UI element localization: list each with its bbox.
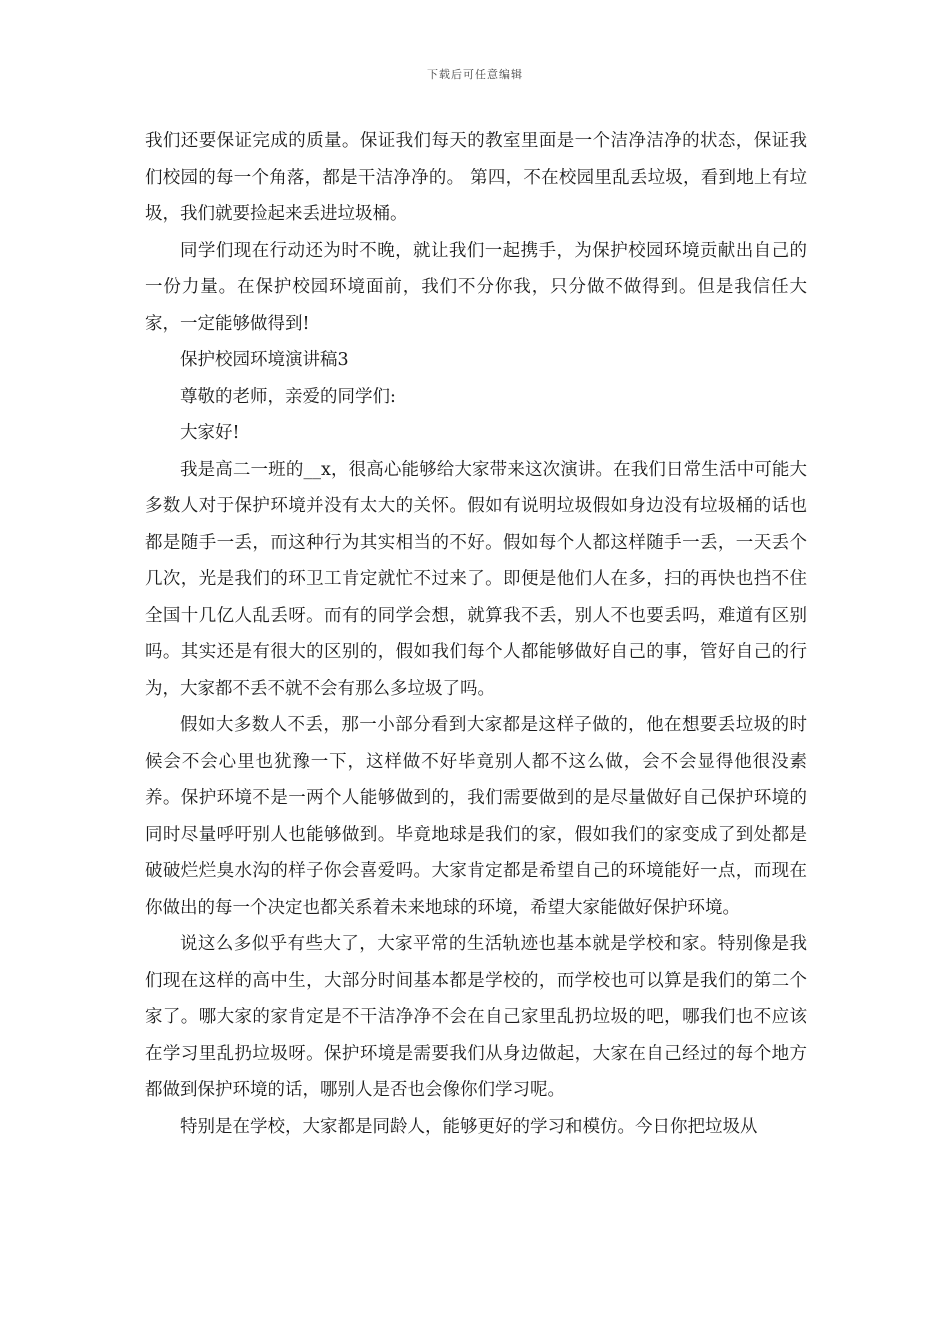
paragraph-continuation: 我们还要保证完成的质量。保证我们每天的教室里面是一个洁净洁净的状态，保证我们校园的每一个角落，都是干洁净净的。 第四，不在校园里乱丢垃圾，看到地上有垃圾，我们就要捡起来丢进垃圾桶。 xyxy=(145,131,807,224)
salutation: 尊敬的老师，亲爱的同学们: xyxy=(180,386,396,407)
document-body xyxy=(145,123,807,1145)
paragraph: 假如大多数人不丢，那一小部分看到大家都是这样子做的，他在想要丢垃圾的时候会不会心里也犹豫一下，这样做不好毕竟别人都不这么做，会不会显得他很没素养。保护环境不是一两个人能够做到的，我们需要做到的是尽量做好自己保护环境的同时尽量呼吁别人也能够做到。毕竟地球是我们的家，假如我们的家变成了到处都是破破烂烂臭水沟的样子你会喜爱吗。大家肯定都是希望自己的环境能好一点，而现在你做出的每一个决定也都关系着未来地球的环境，希望大家能做好保护环境。 xyxy=(145,715,807,918)
page-header: 下载后可任意编辑 xyxy=(427,68,523,81)
section-title: 保护校园环境演讲稿3 xyxy=(180,350,349,370)
greeting: 大家好! xyxy=(180,423,240,443)
paragraph: 说这么多似乎有些大了，大家平常的生活轨迹也基本就是学校和家。特别像是我们现在这样的高中生，大部分时间基本都是学校的，而学校也可以算是我们的第二个家了。哪大家的家肯定是不干洁净净不会在自己家里乱扔垃圾的吧，哪我们也不应该在学习里乱扔垃圾呀。保护环境是需要我们从身边做起，大家在自己经过的每个地方都做到保护环境的话，哪别人是否也会像你们学习呢。 xyxy=(145,934,807,1100)
paragraph: 特别是在学校，大家都是同龄人，能够更好的学习和模仿。今日你把垃圾从 xyxy=(180,1116,758,1137)
paragraph: 同学们现在行动还为时不晚，就让我们一起携手，为保护校园环境贡献出自己的一份力量。在保护校园环境面前，我们不分你我，只分做不做得到。但是我信任大家，一定能够做得到! xyxy=(145,240,807,334)
paragraph: 我是高二一班的__x，很高心能够给大家带来这次演讲。在我们日常生活中可能大多数人对于保护环境并没有太大的关怀。假如有说明垃圾假如身边没有垃圾桶的话也都是随手一丢，而这种行为其实相当的不好。假如每个人都这样随手一丢，一天丢个几次，光是我们的环卫工肯定就忙不过来了。即便是他们人在多，扫的再快也挡不住全国十几亿人乱丢呀。而有的同学会想，就算我不丢，别人不也要丢吗，难道有区别吗。其实还是有很大的区别的，假如我们每个人都能够做好自己的事，管好自己的行为，大家都不丢不就不会有那么多垃圾了吗。 xyxy=(145,459,807,699)
